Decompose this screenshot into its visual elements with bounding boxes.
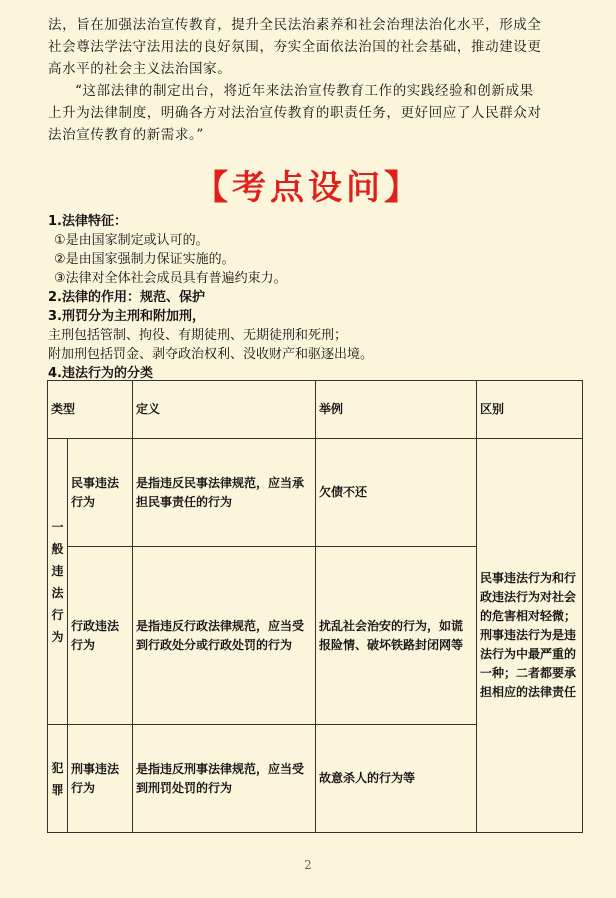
- intro-line: “这部法律的制定出台，将近年来法治宣传教育工作的实践经验和创新成果: [75, 83, 534, 99]
- group-general-violation: [48, 439, 68, 725]
- table-row-example: 欠债不还: [316, 439, 477, 547]
- violation-classification-table: [47, 380, 583, 833]
- table-row-type: 行政违法行为: [68, 547, 133, 725]
- section-heading: 【考点设问】: [194, 168, 422, 208]
- point-3-title: 3.刑罚分为主刑和附加刑，: [48, 309, 205, 324]
- page-number: 2: [304, 858, 312, 872]
- table-row-definition: 是指违反刑事法律规范，应当受到刑罚处罚的行为: [133, 725, 316, 833]
- intro-line: 上升为法律制度，明确各方对法治宣传教育的职责任务，更好回应了人民群众对: [48, 105, 542, 121]
- point-1-item: ③法律对全体社会成员具有普遍约束力。: [54, 271, 287, 286]
- point-3-line: 附加刑包括罚金、剥夺政治权利、没收财产和驱逐出境。: [48, 347, 374, 362]
- table-row-example: 故意杀人的行为等: [316, 725, 477, 833]
- point-3-line: 主刑包括管制、拘役、有期徒刑、无期徒刑和死刑；: [48, 328, 348, 343]
- intro-line: 法，旨在加强法治宣传教育，提升全民法治素养和社会治理法治化水平，形成全: [48, 17, 542, 33]
- header-difference: 区别: [477, 381, 583, 439]
- intro-line: 社会尊法学法守法用法的良好氛围，夯实全面依法治国的社会基础，推动建设更: [48, 39, 542, 55]
- difference-cell: 民事违法行为和行政违法行为对社会的危害相对轻微；刑事违法行为是违法行为中最严重的一种；二者都要承担相应的法律责任: [477, 439, 583, 833]
- table-row-example: 扰乱社会治安的行为，如谎报险情、破坏铁路封闭网等: [316, 547, 477, 725]
- intro-paragraph-1: [48, 14, 578, 80]
- header-example: 举例: [316, 381, 477, 439]
- point-2-title: 2.法律的作用：规范、保护: [48, 290, 205, 305]
- point-4-title: 4.违法行为的分类: [48, 366, 153, 381]
- group-label: 犯罪: [51, 760, 64, 797]
- point-1-item: ①是由国家制定或认可的。: [54, 233, 209, 248]
- group-crime: [48, 725, 68, 833]
- header-definition: 定义: [133, 381, 316, 439]
- point-1-item: ②是由国家强制力保证实施的。: [54, 252, 235, 267]
- table-row-definition: 是指违反行政法律规范，应当受到行政处分或行政处罚的行为: [133, 547, 316, 725]
- intro-line: 法治宣传教育的新需求。”: [48, 127, 204, 143]
- intro-paragraph-2: [48, 80, 578, 146]
- header-type: 类型: [48, 381, 133, 439]
- table-row-type: 刑事违法行为: [68, 725, 133, 833]
- table-row-type: 民事违法行为: [68, 439, 133, 547]
- point-1-title: 1.法律特征：: [48, 214, 127, 229]
- group-label: 一般违法行为: [51, 519, 64, 644]
- key-points: [48, 212, 588, 383]
- table-row-definition: 是指违反民事法律规范，应当承担民事责任的行为: [133, 439, 316, 547]
- intro-line: 高水平的社会主义法治国家。: [48, 61, 232, 77]
